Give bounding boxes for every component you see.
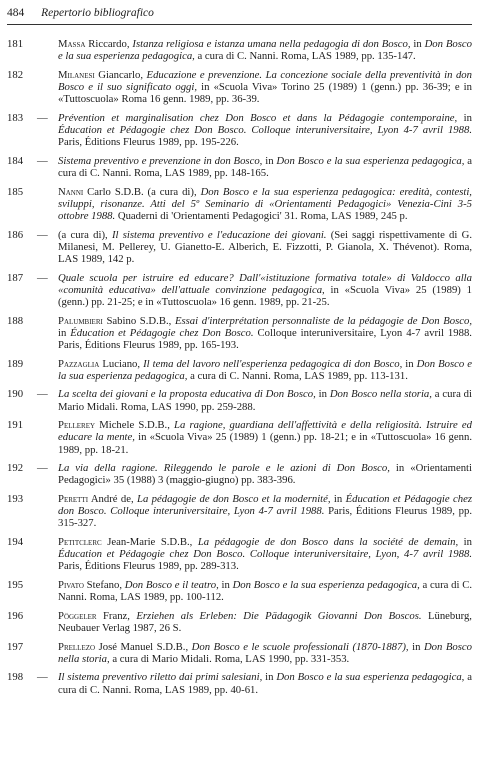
entry-number: 183 (7, 111, 24, 124)
bibliography-entry (7, 419, 472, 456)
work-title: Essai d'interprétation personnaliste de la pédagogie de Don Bosco, (174, 314, 472, 327)
bibliography-entry (7, 186, 472, 223)
publication-info: in (402, 357, 417, 370)
container-title: Don Bosco e la sua esperienza pedagogica, (58, 357, 472, 382)
ditto-dash: — (37, 271, 48, 284)
bibliography-entry (7, 493, 472, 530)
entry-number: 194 (7, 535, 24, 548)
bibliography-entry (7, 155, 472, 179)
publication-details: a cura di C. Nanni. Roma, LAS 1989, pp. 100-112. (58, 578, 472, 604)
ditto-dash: — (37, 154, 48, 167)
author-surname: Palumbieri (58, 314, 103, 327)
author-details: José Manuel S.D.B., (95, 640, 192, 653)
entry-number: 182 (7, 68, 24, 81)
entry-number: 192 (7, 462, 24, 475)
work-title: Prévention et marginalisation chez Don Bosco et dans la Pédagogie contemporaine, (58, 111, 458, 124)
author-surname: Peretti (58, 492, 89, 505)
publication-details: a cura di C. Nanni. Roma, LAS 1989, pp. 135-147. (194, 50, 416, 63)
author-surname: Massa (58, 38, 86, 50)
work-title: Erziehen als Erleben: Die Pädagogik Giovanni Don Boscos. (136, 609, 422, 622)
entry-number: 189 (7, 357, 24, 370)
author-details: Riccardo, (85, 38, 133, 50)
container-title: Don Bosco e la sua esperienza pedagogica, (58, 38, 472, 63)
work-title: La pédagogie de don Bosco et la modernité, (137, 492, 331, 505)
entry-number: 195 (7, 578, 24, 591)
entry-number: 187 (7, 271, 24, 284)
publication-details: a cura di C. Nanni. Roma, LAS 1989, pp. 148-165. (58, 154, 472, 179)
author-details: Sabino S.D.B., (102, 314, 175, 327)
ditto-dash: — (37, 388, 48, 401)
container-title: Éducation et Pédagogie chez Don Bosco. Colloque interuniversitaire, Lyon 4-7 avril 1988. (58, 124, 472, 136)
author-details: Giancarlo, (94, 68, 147, 81)
entry-number: 193 (7, 492, 24, 505)
author-details: Luciano, (99, 357, 144, 370)
page-number: 484 (7, 7, 25, 19)
work-title: Don Bosco e le scuole professionali (1870-1887), (191, 640, 409, 653)
bibliography-entry (7, 462, 472, 486)
publication-details: a cura di Mario Midali. Roma, LAS 1990, pp. 259-288. (58, 388, 472, 413)
author-details: André de, (88, 492, 137, 505)
publication-details: Colloque interuniversitaire, Lyon 4-7 avril 1988. Paris, Éditions Fleurus 1989, pp. 165-193. (58, 326, 472, 351)
entry-number: 181 (7, 38, 24, 50)
publication-details: Paris, Éditions Fleurus 1989, pp. 289-313. (58, 560, 239, 573)
work-title: Educazione e prevenzione. La concezione sociale della preventività in don Bosco e il suo significato oggi, (58, 68, 472, 93)
running-header (7, 6, 154, 20)
author-details: Stefano, (83, 578, 125, 591)
publication-info: in «Scuola Viva» Torino 25 (1989) 1 (genn.) pp. 36-39; e in «Tuttoscuola» Roma 16 genn. 1989, pp. 36-39. (58, 81, 472, 106)
publication-info: Quaderni di 'Orientamenti Pedagogici' 31. Roma, LAS 1989, 245 p. (115, 210, 408, 222)
ditto-dash: — (37, 111, 48, 124)
publication-info: in «Orientamenti Pedagogici» 35 (1988) 3 (maggio-giugno) pp. 383-396. (58, 462, 472, 487)
work-title: La ragione, guardiana dell'affettività e della religiosità. Istruire ed educare la mente, (58, 419, 472, 444)
bibliography-entry (7, 358, 472, 382)
ditto-dash: — (37, 462, 48, 475)
author-surname: Milanesi (58, 68, 95, 81)
publication-info: in (408, 640, 424, 653)
author-details: Jean-Marie S.D.B., (101, 535, 198, 548)
container-title: Don Bosco nella storia, (58, 640, 472, 665)
entry-number: 191 (7, 419, 24, 432)
entry-number: 184 (7, 154, 24, 167)
work-title: Il tema del lavoro nell'esperienza pedagogica di don Bosco, (143, 357, 403, 370)
work-title: Il sistema preventivo e l'educazione dei giovani. (111, 228, 327, 241)
work-title: Il sistema preventivo riletto dai primi salesiani, (58, 671, 263, 684)
bibliography-entry (7, 315, 472, 352)
bibliography-entry (7, 112, 472, 149)
author-surname: Petitclerc (58, 535, 102, 548)
bibliography-entry (7, 69, 472, 106)
author-details: Michele S.D.B., (95, 419, 175, 432)
author-surname: Pazzaglia (58, 357, 100, 370)
entry-number: 185 (7, 185, 24, 198)
publication-info: in (315, 388, 330, 401)
work-title: La scelta dei giovani e la proposta educativa di Don Bosco, (58, 388, 316, 401)
publication-details: Paris, Éditions Fleurus 1989, pp. 195-226. (58, 136, 239, 149)
publication-info: Lüneburg, Neubauer Verlag 1987, 26 S. (58, 609, 472, 634)
entry-number: 198 (7, 671, 24, 684)
publication-details: a cura di Mario Midali. Roma, LAS 1990, pp. 331-353. (109, 652, 350, 665)
work-title: La pédagogie de don Bosco dans la société de demain, (197, 535, 459, 548)
container-title: Éducation et Pédagogie chez Don Bosco. Colloque interuniversitaire, Lyon, 4-7 avril 1988. (58, 548, 472, 561)
work-title: Istanza religiosa e istanza umana nella pedagogia di don Bosco, (132, 38, 411, 50)
bibliography-entry (7, 388, 472, 412)
publication-info: in (457, 111, 472, 124)
author-surname: Pöggeler (58, 609, 97, 622)
author-surname: Nanni (58, 185, 84, 198)
publication-info: in «Scuola Viva» 25 (1989) 1 (genn.) pp. 21-25; e in «Tuttoscuola» 16 genn. 1989, pp. 21-25. (58, 283, 472, 308)
publication-info: in (458, 535, 472, 548)
work-title: Sistema preventivo e prevenzione in don Bosco, (58, 154, 263, 167)
publication-info: in (262, 154, 277, 167)
work-title: La via della ragione. Rileggendo le parole e le azioni di Don Bosco, (58, 462, 390, 475)
entry-number: 188 (7, 314, 24, 327)
author-surname: Prellezo (58, 640, 96, 653)
entry-number: 190 (7, 388, 24, 401)
ditto-dash: — (37, 228, 48, 241)
publication-info: in (330, 492, 346, 505)
bibliography-entry (7, 272, 472, 309)
author-surname: Pellerey (58, 419, 96, 432)
bibliography-entry (7, 671, 472, 695)
entry-number: 186 (7, 228, 24, 241)
header-rule (7, 24, 472, 25)
author-details: Franz, (96, 609, 137, 622)
bibliography-entry (7, 536, 472, 573)
bibliography-entry (7, 229, 472, 266)
bibliography-list (7, 38, 472, 702)
work-title: Quale scuola per istruire ed educare? Dall'«istituzione formativa totale» di Valdocco alla «comunità educativa» dell'attuale convinzione pedagogica, (58, 271, 472, 296)
publication-info: in (410, 38, 425, 50)
bibliography-entry (7, 579, 472, 603)
publication-info: in (58, 326, 71, 339)
entry-number: 197 (7, 640, 24, 653)
publication-details: a cura di C. Nanni. Roma, LAS 1989, pp. 40-61. (58, 671, 472, 696)
running-title: Repertorio bibliografico (41, 7, 154, 19)
publication-info: (Sei saggi rispettivamente di G. Milanesi, M. Pellerey, U. Gianetto-E. Alberich, E. Fizzotti, P. Gianola, X. Thévenot). Roma, LAS 1989, 142 p. (58, 228, 472, 265)
container-title: Éducation et Pédagogie chez don Bosco. Colloque interuniversitaire, Lyon 4-7 avril 1988. (58, 492, 472, 518)
publication-details: a cura di C. Nanni. Roma, LAS 1989, pp. 113-131. (187, 369, 408, 382)
container-title: Don Bosco e la sua esperienza pedagogica, (276, 154, 465, 167)
container-title: Don Bosco e la sua esperienza pedagogica, (232, 578, 420, 591)
work-title: Don Bosco e il teatro, (124, 578, 219, 591)
bibliography-entry (7, 610, 472, 634)
container-title: Don Bosco nella storia, (329, 388, 432, 401)
bibliography-entry (7, 641, 472, 665)
work-title: Don Bosco e la sua esperienza pedagogica: eredità, contesti, sviluppi, risonanze. Atti del 5º Seminario di «Orientamenti Pedagogici» Venezia-Cini 3-5 ottobre 1988. (58, 185, 472, 222)
bibliography-entry (7, 38, 472, 62)
entry-number: 196 (7, 609, 24, 622)
publication-info: in (218, 578, 233, 591)
container-title: Don Bosco e la sua esperienza pedagogica, (276, 671, 465, 684)
publication-details: Paris, Éditions Fleurus 1989, pp. 315-327. (58, 505, 472, 530)
publication-info: in (262, 671, 277, 684)
author-details: Carlo S.D.B. (a cura di), (83, 185, 201, 198)
author-surname: Pivato (58, 578, 84, 591)
author-details: (a cura di), (58, 228, 112, 241)
publication-info: in «Scuola Viva» 25 (1989) 1 (genn.) pp. 18-21; e in «Tuttoscuola» 16 genn. 1989, pp. 18-21. (58, 431, 472, 456)
container-title: Éducation et Pédagogie chez Don Bosco. (70, 326, 254, 339)
ditto-dash: — (37, 671, 48, 684)
